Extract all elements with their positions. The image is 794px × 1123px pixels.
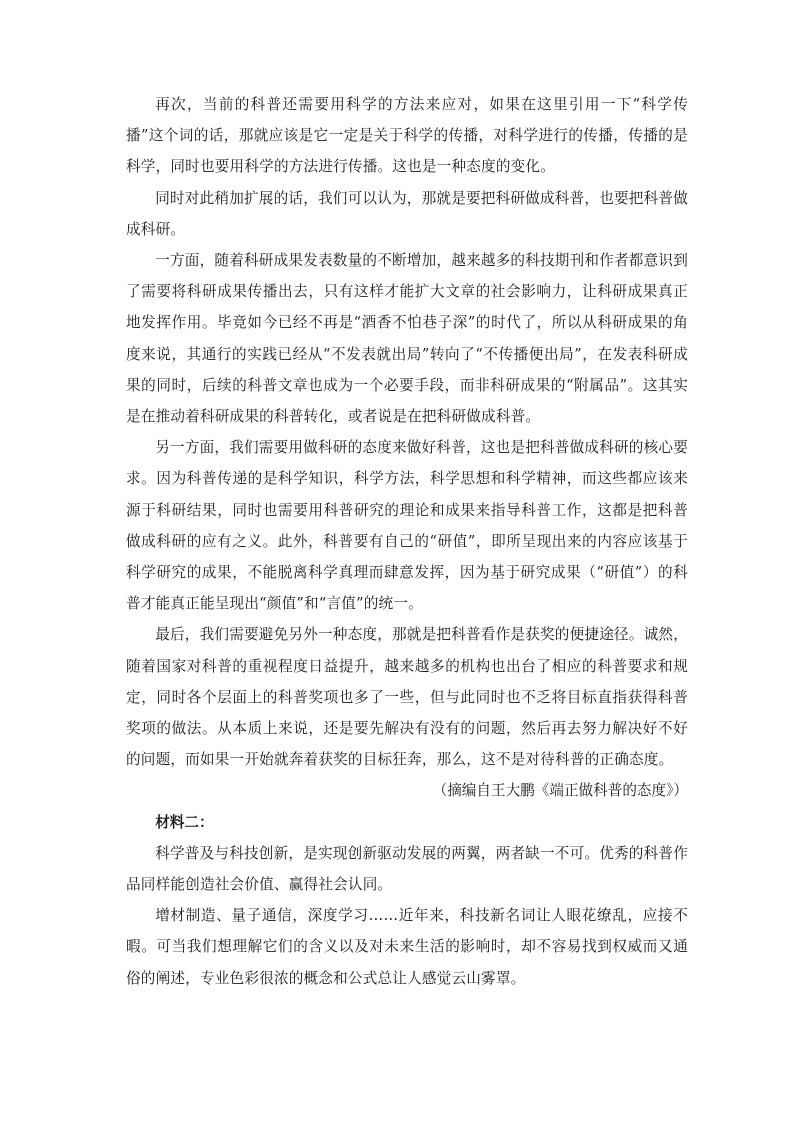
- source-citation: （摘编自王大鹏《端正做科普的态度》）: [432, 782, 688, 800]
- text-block: [126, 89, 688, 994]
- material-two-heading: 材料二：: [155, 813, 214, 831]
- paragraph-research-to-popularization: 同时对此稍加扩展的话，我们可以认为，那就是要把科研做成科普，也要把科普做成科研。: [126, 189, 688, 238]
- paragraph-one-aspect: 一方面，随着科研成果发表数量的不断增加，越来越多的科技期刊和作者都意识到了需要将科研成果传播出去，只有这样才能扩大文章的社会影响力，让科研成果真正地发挥作用。毕竟如今已经不再是“酒香不怕巷子深”的时代了，所以从科研成果的角度来说，其通行的实践已经从“不发表就出局”转向了“不传播便出局”，在发表科研成果的同时，后续的科普文章也成为一个必要手段，而非科研成果的“附属品”。这其实是在推动着科研成果的科普转化，或者说是在把科研做成科普。: [126, 252, 688, 426]
- paragraph-science-communication: 再次，当前的科普还需要用科学的方法来应对，如果在这里引用一下“科学传播”这个词的话，那就应该是它一定是关于科学的传播，对科学进行的传播，传播的是科学，同时也要用科学的方法进行传播。这也是一种态度的变化。: [126, 96, 688, 176]
- paragraph-finally: 最后，我们需要避免另外一种态度，那就是把科普看作是获奖的便捷途径。诚然，随着国家对科普的重视程度日益提升，越来越多的机构也出台了相应的科普要求和规定，同时各个层面上的科普奖项也多了一些，但与此同时也不乏将目标直指获得科普奖项的做法。从本质上来说，还是要先解决有没有的问题，然后再去努力解决好不好的问题，而如果一开始就奔着获奖的目标狂奔，那么，这不是对待科普的正确态度。: [126, 626, 688, 769]
- paragraph-other-aspect: 另一方面，我们需要用做科研的态度来做好科普，这也是把科普做成科研的核心要求。因为科普传递的是科学知识，科学方法，科学思想和科学精神，而这些都应该来源于科研结果，同时也需要用科普研究的理论和成果来指导科普工作，这都是把科普做成科研的应有之义。此外，科普要有自己的“研值”，即所呈现出来的内容应该基于科学研究的成果，不能脱离科学真理而肆意发挥，因为基于研究成果（“研值”）的科普才能真正能呈现出“颜值”和“言值”的统一。: [126, 439, 688, 613]
- paragraph-two-wings: 科学普及与科技创新，是实现创新驱动发展的两翼，两者缺一不可。优秀的科普作品同样能创造社会价值、赢得社会认同。: [126, 844, 688, 894]
- paragraph-new-terms: 增材制造、量子通信，深度学习……近年来，科技新名词让人眼花缭乱，应接不暇。可当我们想理解它们的含义以及对未来生活的影响时，却不容易找到权威而又通俗的阐述，专业色彩很浓的概念和公式总让人感觉云山雾罩。: [126, 907, 688, 987]
